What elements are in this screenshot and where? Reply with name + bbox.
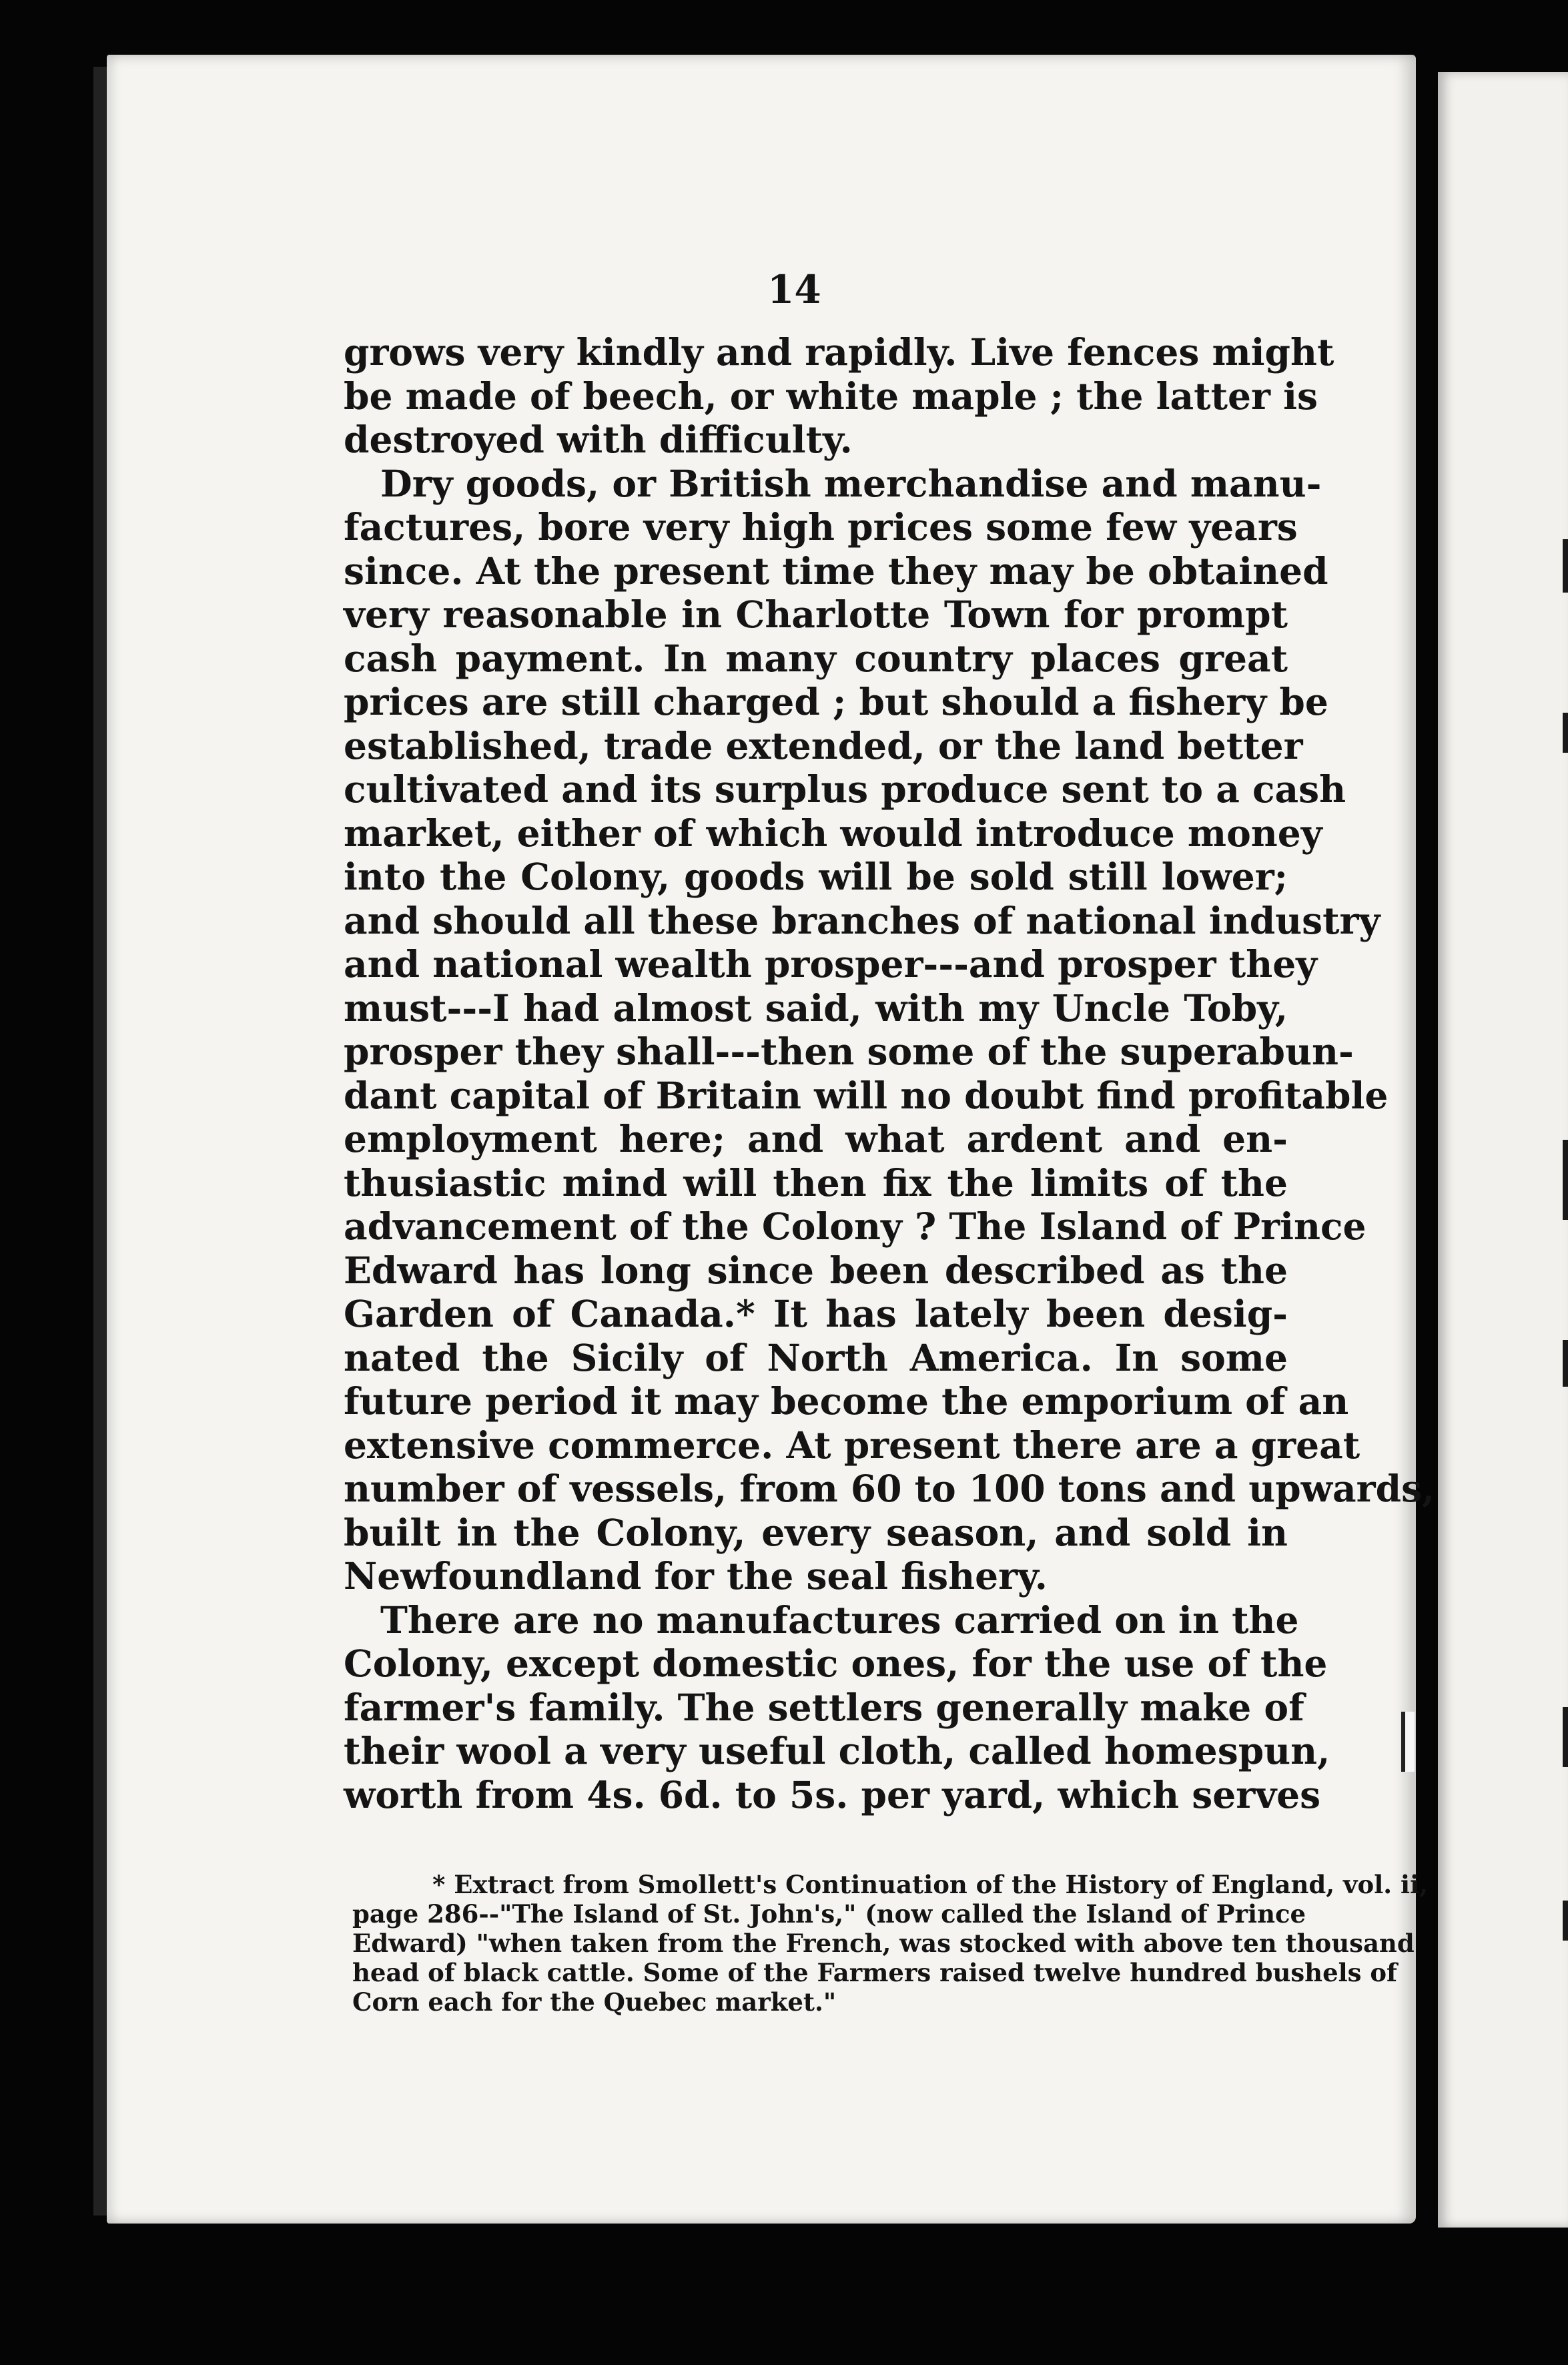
text-line: cultivated and its surplus produce sent to a cash — [344, 767, 1346, 811]
footnote-line: head of black cattle. Some of the Farmers raised twelve hundred bushels of — [352, 1958, 1397, 1987]
text-line: prices are still charged ; but should a fishery be — [344, 680, 1328, 723]
text-line: Newfoundland for the seal fishery. — [344, 1554, 1048, 1598]
text-line: There are no manufactures carried on in the — [380, 1598, 1299, 1642]
adjacent-page-text-fragment — [1563, 1901, 1568, 1941]
adjacent-page-text-fragment — [1563, 539, 1568, 593]
text-line: worth from 4s. 6d. to 5s. per yard, which serves — [344, 1772, 1321, 1816]
adjacent-page-text-fragment — [1563, 713, 1568, 753]
text-line: Edward has long since been described as the — [344, 1248, 1288, 1292]
text-line: factures, bore very high prices some few years — [344, 505, 1298, 549]
text-line: and should all these branches of national industry — [344, 898, 1381, 942]
adjacent-page-text-fragment — [1563, 1707, 1568, 1767]
text-line: thusiastic mind will then fix the limits of the — [344, 1160, 1288, 1205]
text-line: into the Colony, goods will be sold still lower; — [344, 855, 1288, 898]
text-line: market, either of which would introduce money — [344, 811, 1322, 855]
text-line: since. At the present time they may be obtained — [344, 549, 1328, 593]
paper-tear-mark — [1401, 1712, 1415, 1772]
text-line: dant capital of Britain will no doubt find profitable — [344, 1073, 1389, 1117]
text-line: established, trade extended, or the land better — [344, 723, 1303, 767]
text-line: future period it may become the emporium of an — [344, 1379, 1349, 1423]
text-line: employment here; and what ardent and en- — [344, 1117, 1288, 1160]
text-line: extensive commerce. At present there are a great — [344, 1423, 1360, 1467]
text-line: advancement of the Colony ? The Island of Prince — [344, 1205, 1366, 1248]
footnote-line: page 286--"The Island of St. John's," (now called the Island of Prince — [352, 1899, 1306, 1929]
footnote-line: Edward) "when taken from the French, was stocked with above ten thousand — [352, 1929, 1415, 1958]
text-line: cash payment. In many country places great — [344, 636, 1288, 680]
adjacent-page-text-fragment — [1563, 1140, 1568, 1220]
text-line: Colony, except domestic ones, for the use of the — [344, 1642, 1328, 1685]
book-gutter — [93, 67, 107, 2216]
text-line: grows very kindly and rapidly. Live fences might — [344, 330, 1334, 374]
text-line: prosper they shall---then some of the superabun- — [344, 1030, 1354, 1073]
footnote-line: * Extract from Smollett's Continuation of the History of England, vol. ii, — [432, 1870, 1429, 1899]
text-line: nated the Sicily of North America. In some — [344, 1335, 1288, 1379]
adjacent-page-edge — [1438, 72, 1568, 2228]
footnote-line: Corn each for the Quebec market." — [352, 1987, 837, 2017]
text-line: Dry goods, or British merchandise and manu- — [380, 461, 1322, 505]
text-line: must---I had almost said, with my Uncle Toby, — [344, 986, 1288, 1030]
adjacent-page-text-fragment — [1563, 1340, 1568, 1387]
text-line: farmer's family. The settlers generally make of — [344, 1685, 1304, 1729]
footnote — [352, 1870, 1429, 2017]
text-line: very reasonable in Charlotte Town for prompt — [344, 593, 1288, 636]
body-text — [344, 330, 1435, 1816]
page-number: 14 — [767, 267, 821, 312]
text-line: built in the Colony, every season, and sold in — [344, 1510, 1288, 1554]
text-line: be made of beech, or white maple ; the latter is — [344, 374, 1318, 418]
text-line: Garden of Canada.* It has lately been desig- — [344, 1292, 1288, 1335]
text-line: number of vessels, from 60 to 100 tons and upwards, — [344, 1467, 1435, 1510]
text-line: and national wealth prosper---and prosper they — [344, 942, 1318, 986]
text-line: destroyed with difficulty. — [344, 418, 853, 461]
text-line: their wool a very useful cloth, called homespun, — [344, 1729, 1330, 1772]
